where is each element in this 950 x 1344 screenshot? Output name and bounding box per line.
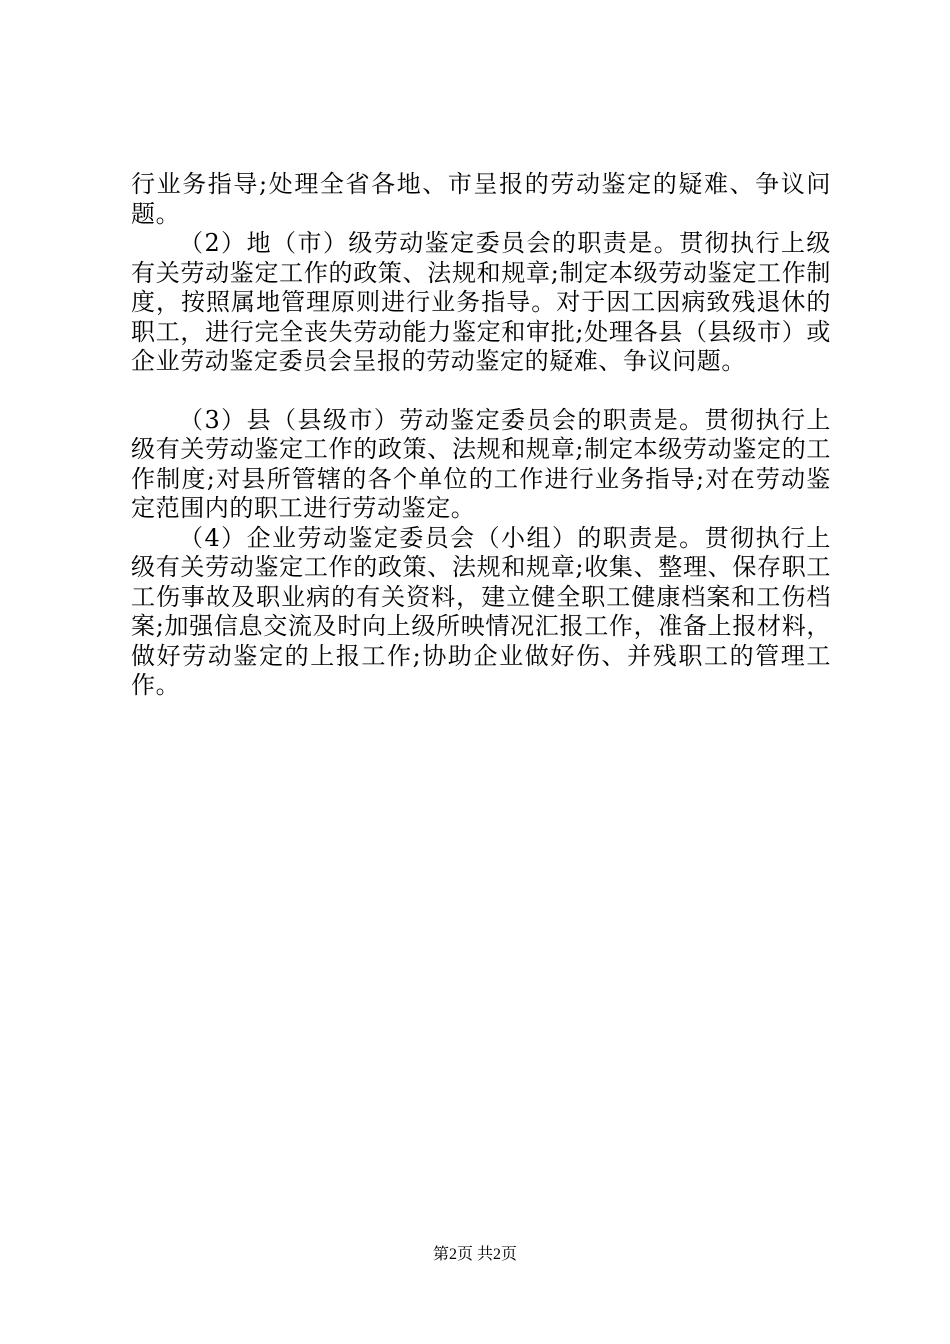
- paragraph-item-3: （3）县（县级市）劳动鉴定委员会的职责是。贯彻执行上级有关劳动鉴定工作的政策、法规和规章;制定本级劳动鉴定的工作制度;对县所管辖的各个单位的工作进行业务指导;对在劳动鉴定范围内的职工进行劳动鉴定。: [131, 405, 831, 522]
- paragraph-item-2: （2）地（市）级劳动鉴定委员会的职责是。贯彻执行上级有关劳动鉴定工作的政策、法规和规章;制定本级劳动鉴定工作制度，按照属地管理原则进行业务指导。对于因工因病致残退休的职工，进行完全丧失劳动能力鉴定和审批;处理各县（县级市）或企业劳动鉴定委员会呈报的劳动鉴定的疑难、争议问题。: [131, 229, 831, 375]
- page-number-label: 第2页 共2页: [432, 1246, 517, 1263]
- page-footer: [0, 1245, 950, 1265]
- paragraph-item-4: （4）企业劳动鉴定委员会（小组）的职责是。贯彻执行上级有关劳动鉴定工作的政策、法规和规章;收集、整理、保存职工工伤事故及职业病的有关资料，建立健全职工健康档案和工伤档案;加强信息交流及时向上级所映情况汇报工作，准备上报材料，做好劳动鉴定的上报工作;协助企业做好伤、并残职工的管理工作。: [131, 523, 831, 699]
- paragraph-continuation: 行业务指导;处理全省各地、市呈报的劳动鉴定的疑难、争议问题。: [131, 170, 831, 228]
- document-body: [131, 170, 831, 701]
